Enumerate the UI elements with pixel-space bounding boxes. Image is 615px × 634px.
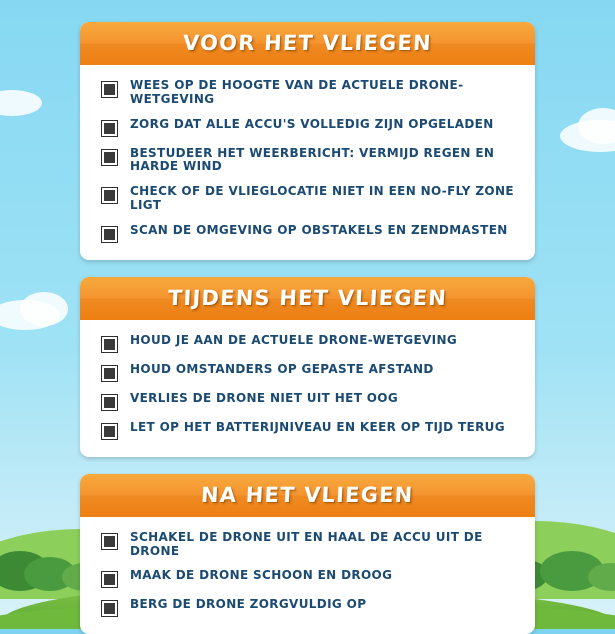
checkbox-icon[interactable] — [102, 395, 117, 410]
checkbox-icon[interactable] — [102, 188, 117, 203]
list-item[interactable] — [102, 392, 521, 410]
card-body — [80, 65, 535, 260]
list-item-label: WEES OP DE HOOGTE VAN DE ACTUELE DRONE-WETGEVING — [130, 78, 464, 106]
checkbox-icon[interactable] — [102, 424, 117, 439]
list-item-label: ZORG DAT ALLE ACCU'S VOLLEDIG ZIJN OPGELADEN — [130, 116, 494, 131]
list-item-label: CHECK OF DE VLIEGLOCATIE NIET IN EEN NO-FLY ZONE LIGT — [130, 184, 514, 212]
list-item[interactable] — [102, 598, 521, 616]
card-header — [80, 22, 535, 65]
list-item-label: HOUD JE AAN DE ACTUELE DRONE-WETGEVING — [130, 332, 458, 347]
checkbox-icon[interactable] — [102, 82, 117, 97]
list-item-label: HOUD OMSTANDERS OP GEPASTE AFSTAND — [130, 361, 434, 376]
checkbox-icon[interactable] — [102, 227, 117, 242]
card-title: TIJDENS HET VLIEGEN — [167, 285, 448, 310]
list-item[interactable] — [102, 334, 521, 352]
card-body — [80, 320, 535, 457]
card-body — [80, 517, 535, 634]
card-header — [80, 474, 535, 517]
checklist-card-before-flight — [80, 22, 535, 260]
checkbox-icon[interactable] — [102, 572, 117, 587]
list-item-label: SCAN DE OMGEVING OP OBSTAKELS EN ZENDMASTEN — [130, 222, 508, 237]
checkbox-icon[interactable] — [102, 150, 117, 165]
list-item[interactable] — [102, 79, 521, 107]
checkbox-icon[interactable] — [102, 601, 117, 616]
list-item[interactable] — [102, 363, 521, 381]
list-item[interactable] — [102, 421, 521, 439]
list-item[interactable] — [102, 531, 521, 559]
list-item-label: BERG DE DRONE ZORGVULDIG OP — [130, 597, 367, 612]
card-title: VOOR HET VLIEGEN — [182, 31, 433, 55]
list-item[interactable] — [102, 569, 521, 587]
list-item-label: VERLIES DE DRONE NIET UIT HET OOG — [130, 390, 399, 405]
list-item-label: BESTUDEER HET WEERBERICHT: VERMIJD REGEN EN HARDE WIND — [130, 145, 495, 174]
card-title: NA HET VLIEGEN — [200, 482, 415, 507]
list-item-label: LET OP HET BATTERIJNIVEAU EN KEER OP TIJD TERUG — [130, 419, 505, 434]
checkbox-icon[interactable] — [102, 534, 117, 549]
checkbox-icon[interactable] — [102, 337, 117, 352]
list-item[interactable] — [102, 185, 521, 213]
checklist-card-during-flight — [80, 277, 535, 457]
card-header — [80, 277, 535, 320]
list-item[interactable] — [102, 224, 521, 242]
checkbox-icon[interactable] — [102, 121, 117, 136]
list-item[interactable] — [102, 118, 521, 136]
list-item-label: SCHAKEL DE DRONE UIT EN HAAL DE ACCU UIT DE DRONE — [130, 529, 483, 558]
checklist-card-after-flight — [80, 474, 535, 634]
checkbox-icon[interactable] — [102, 366, 117, 381]
list-item[interactable] — [102, 147, 521, 175]
list-item-label: MAAK DE DRONE SCHOON EN DROOG — [130, 568, 393, 583]
